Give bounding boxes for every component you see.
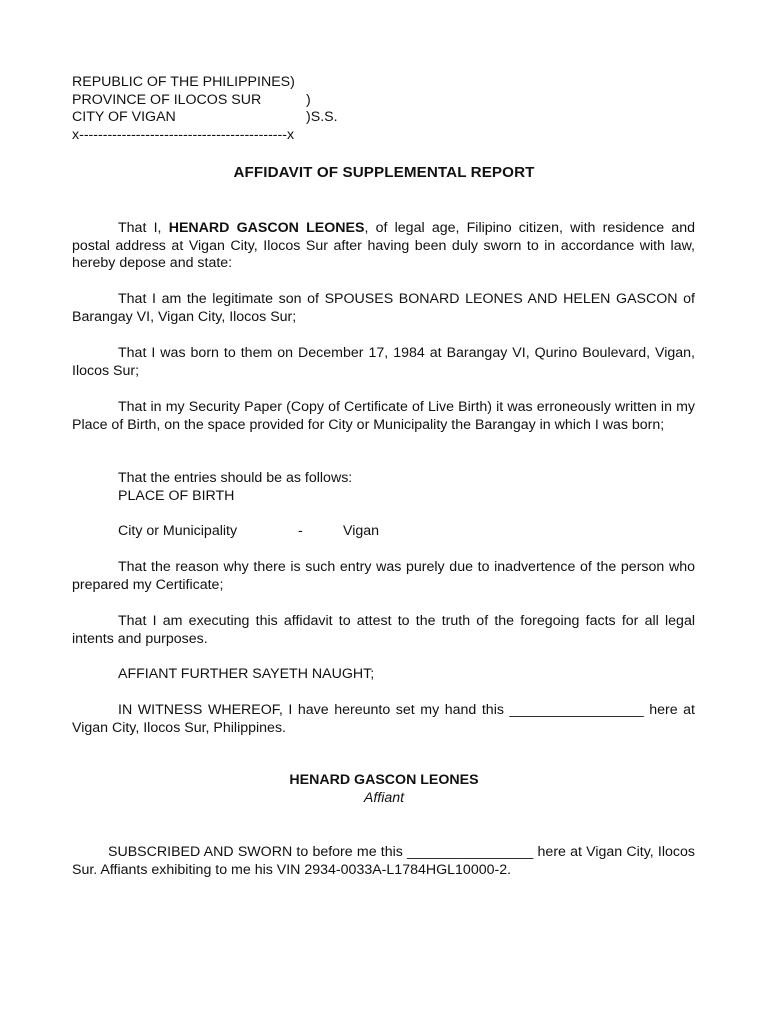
venue-block (72, 74, 338, 144)
intro-paragraph (72, 220, 695, 273)
venue-province-bracket: ) (306, 91, 311, 108)
city-value: Vigan (343, 523, 380, 539)
venue-separator (72, 127, 295, 145)
paragraph-naught: AFFIANT FURTHER SAYETH NAUGHT; (118, 666, 375, 682)
venue-line-republic (72, 74, 295, 92)
intro-prefix: That I, (118, 220, 169, 236)
paragraph-birth: That I was born to them on December 17, 1984 at Barangay VI, Qurino Boulevard, Vigan, Ilocos Sur; (72, 345, 695, 379)
entries-intro: That the entries should be as follows: (118, 470, 353, 486)
venue-line-city (72, 109, 338, 127)
affiant-name-inline: HENARD GASCON LEONES (168, 220, 365, 236)
signature-role: Affiant (363, 789, 405, 806)
place-of-birth-label: PLACE OF BIRTH (118, 488, 235, 504)
venue-city-ss: )S.S. (306, 109, 338, 125)
city-label: City or Municipality (118, 523, 238, 539)
paragraph-reason: That the reason why there is such entry was purely due to inadvertence of the person who prepared my Certificate; (72, 559, 695, 593)
venue-republic-text: REPUBLIC OF THE PHILIPPINES) (72, 74, 295, 90)
paragraph-witness: IN WITNESS WHEREOF, I have hereunto set my hand this _________________ here at Vigan City, Ilocos Sur, Philippines. (72, 702, 695, 736)
signature-block (0, 772, 768, 807)
signature-name: HENARD GASCON LEONES (289, 772, 479, 788)
paragraph-error: That in my Security Paper (Copy of Certificate of Live Birth) it was erroneously written in my Place of Birth, on the space provided for City or Municipality the Barangay in which I was born; (72, 399, 695, 433)
document-title: AFFIDAVIT OF SUPPLEMENTAL REPORT (233, 164, 535, 181)
paragraph-purpose: That I am executing this affidavit to attest to the truth of the foregoing facts for all legal intents and purposes. (72, 613, 695, 647)
jurat-paragraph: SUBSCRIBED AND SWORN to before me this ________________ here at Vigan City, Ilocos Sur. Affiants exhibiting to me his VIN 2934-0033A-L1784HGL10000-2. (72, 844, 695, 878)
venue-city-text: CITY OF VIGAN (72, 109, 176, 125)
paragraph-parentage: That I am the legitimate son of SPOUSES BONARD LEONES AND HELEN GASCON of Barangay VI, Vigan City, Ilocos Sur; (72, 291, 695, 325)
city-dash: - (298, 523, 303, 539)
venue-line-province (72, 91, 311, 110)
venue-province-text: PROVINCE OF ILOCOS SUR (72, 91, 262, 108)
venue-separator-text: x--------------------------------------------x (72, 126, 295, 143)
intro-rest: , of legal age, Filipino citizen, with residence and postal address at Vigan City, Ilocos Sur after having been duly sworn to in accordance with law, hereby depose and state: (72, 220, 696, 271)
